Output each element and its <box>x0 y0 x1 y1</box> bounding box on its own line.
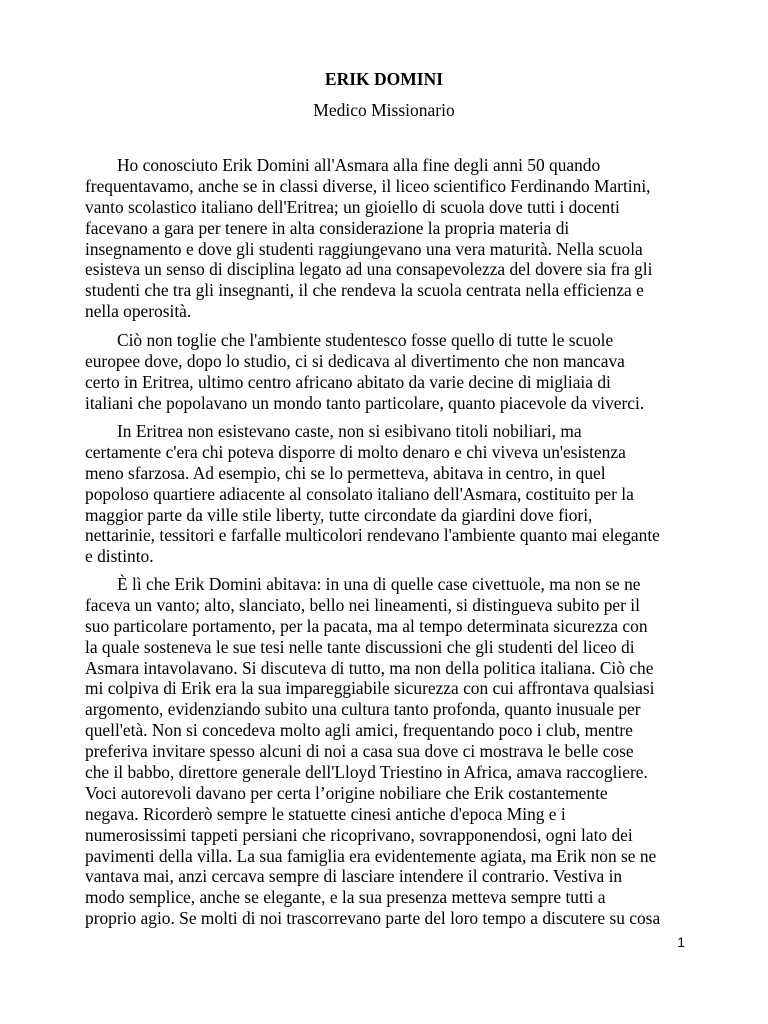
paragraph-line: quell'età. Non si concedeva molto agli amici, frequentando poco i club, mentre <box>85 720 633 741</box>
paragraph-line: certo in Eritrea, ultimo centro africano abitato da varie decine di migliaia di <box>85 371 611 392</box>
paragraph-line: vanto scolastico italiano dell'Eritrea; un gioiello di scuola dove tutti i docenti <box>85 196 620 217</box>
paragraph-line: studenti che tra gli insegnanti, il che rendeva la scuola centrata nella efficienza e <box>85 280 644 301</box>
paragraph-line: Ho conosciuto Erik Domini all'Asmara alla fine degli anni 50 quando <box>117 155 601 175</box>
paragraph-line: nella operosità. <box>85 301 192 322</box>
paragraph-line: negava. Ricorderò sempre le statuette cinesi antiche d'epoca Ming e i <box>85 803 566 824</box>
paragraph-line: modo semplice, anche se elegante, e la sua presenza metteva sempre tutti a <box>85 887 606 908</box>
paragraph-line: Ciò non toglie che l'ambiente studentesco fosse quello di tutte le scuole <box>117 330 614 350</box>
paragraph-line: mi colpiva di Erik era la sua impareggiabile sicurezza con cui affrontava qualsiasi <box>85 678 655 699</box>
paragraph-line: maggior parte da ville stile liberty, tutte circondate da giardini dove fiori, <box>85 504 593 525</box>
paragraph-line: preferiva invitare spesso alcuni di noi a casa sua dove ci mostrava le belle cose <box>85 741 634 762</box>
paragraph-2 <box>85 330 685 414</box>
paragraph-line: e distinto. <box>85 546 154 567</box>
paragraph-line: argomento, evidenziando subito una cultura tanto profonda, quanto inusuale per <box>85 699 641 720</box>
document-subtitle: Medico Missionario <box>313 100 455 120</box>
paragraph-line: italiani che popolavano un mondo tanto particolare, quanto piacevole da viverci. <box>85 392 645 413</box>
paragraph-line: che il babbo, direttore generale dell'Lloyd Triestino in Africa, amava raccogliere. <box>85 762 648 783</box>
paragraph-line: facevano a gara per tenere in alta considerazione la propria materia di <box>85 217 570 238</box>
paragraph-3 <box>85 421 685 567</box>
paragraph-line: popoloso quartiere adiacente al consolato italiano dell'Asmara, costituito per la <box>85 483 634 504</box>
paragraph-line: nettarinie, tessitori e farfalle multicolori rendevano l'ambiente quanto mai elegante <box>85 525 660 546</box>
paragraph-line: insegnamento e dove gli studenti raggiungevano una vera maturità. Nella scuola <box>85 238 643 259</box>
page-number: 1 <box>677 934 685 950</box>
document-title: ERIK DOMINI <box>324 69 444 89</box>
paragraph-line: Voci autorevoli davano per certa l’origine nobiliare che Erik costantemente <box>85 782 608 803</box>
paragraph-line: la quale sosteneva le sue tesi nelle tante discussioni che gli studenti del liceo di <box>85 636 635 657</box>
paragraph-line: proprio agio. Se molti di noi trascorrevano parte del loro tempo a discutere su cosa <box>85 908 661 929</box>
paragraph-line: Asmara intavolavano. Si discuteva di tutto, ma non della politica italiana. Ciò che <box>85 657 654 678</box>
paragraph-line: È lì che Erik Domini abitava: in una di quelle case civettuole, ma non se ne <box>117 574 641 594</box>
paragraph-line: europee dove, dopo lo studio, ci si dedicava al divertimento che non mancava <box>85 350 625 371</box>
paragraph-line: frequentavamo, anche se in classi diverse, il liceo scientifico Ferdinando Martini, <box>85 175 651 196</box>
paragraph-line: pavimenti della villa. La sua famiglia era evidentemente agiata, ma Erik non se ne <box>85 845 657 866</box>
paragraph-line: In Eritrea non esistevano caste, non si esibivano titoli nobiliari, ma <box>117 421 582 441</box>
paragraph-1 <box>85 155 685 322</box>
paragraph-line: faceva un vanto; alto, slanciato, bello nei lineamenti, si distingueva subito per il <box>85 594 640 615</box>
paragraph-line: certamente c'era chi poteva disporre di molto denaro e chi viveva un'esistenza <box>85 441 626 462</box>
paragraph-4 <box>85 574 685 929</box>
paragraph-line: meno sfarzosa. Ad esempio, chi se lo permetteva, abitava in centro, in quel <box>85 462 606 483</box>
paragraph-line: suo particolare portamento, per la pacata, ma al tempo determinata sicurezza con <box>85 615 648 636</box>
paragraph-line: esisteva un senso di disciplina legato ad una consapevolezza del dovere sia fra gli <box>85 259 653 280</box>
paragraph-line: vantava mai, anzi cercava sempre di lasciare intendere il contrario. Vestiva in <box>85 866 623 887</box>
paragraph-line: numerosissimi tappeti persiani che ricoprivano, sovrapponendosi, ogni lato dei <box>85 824 633 845</box>
